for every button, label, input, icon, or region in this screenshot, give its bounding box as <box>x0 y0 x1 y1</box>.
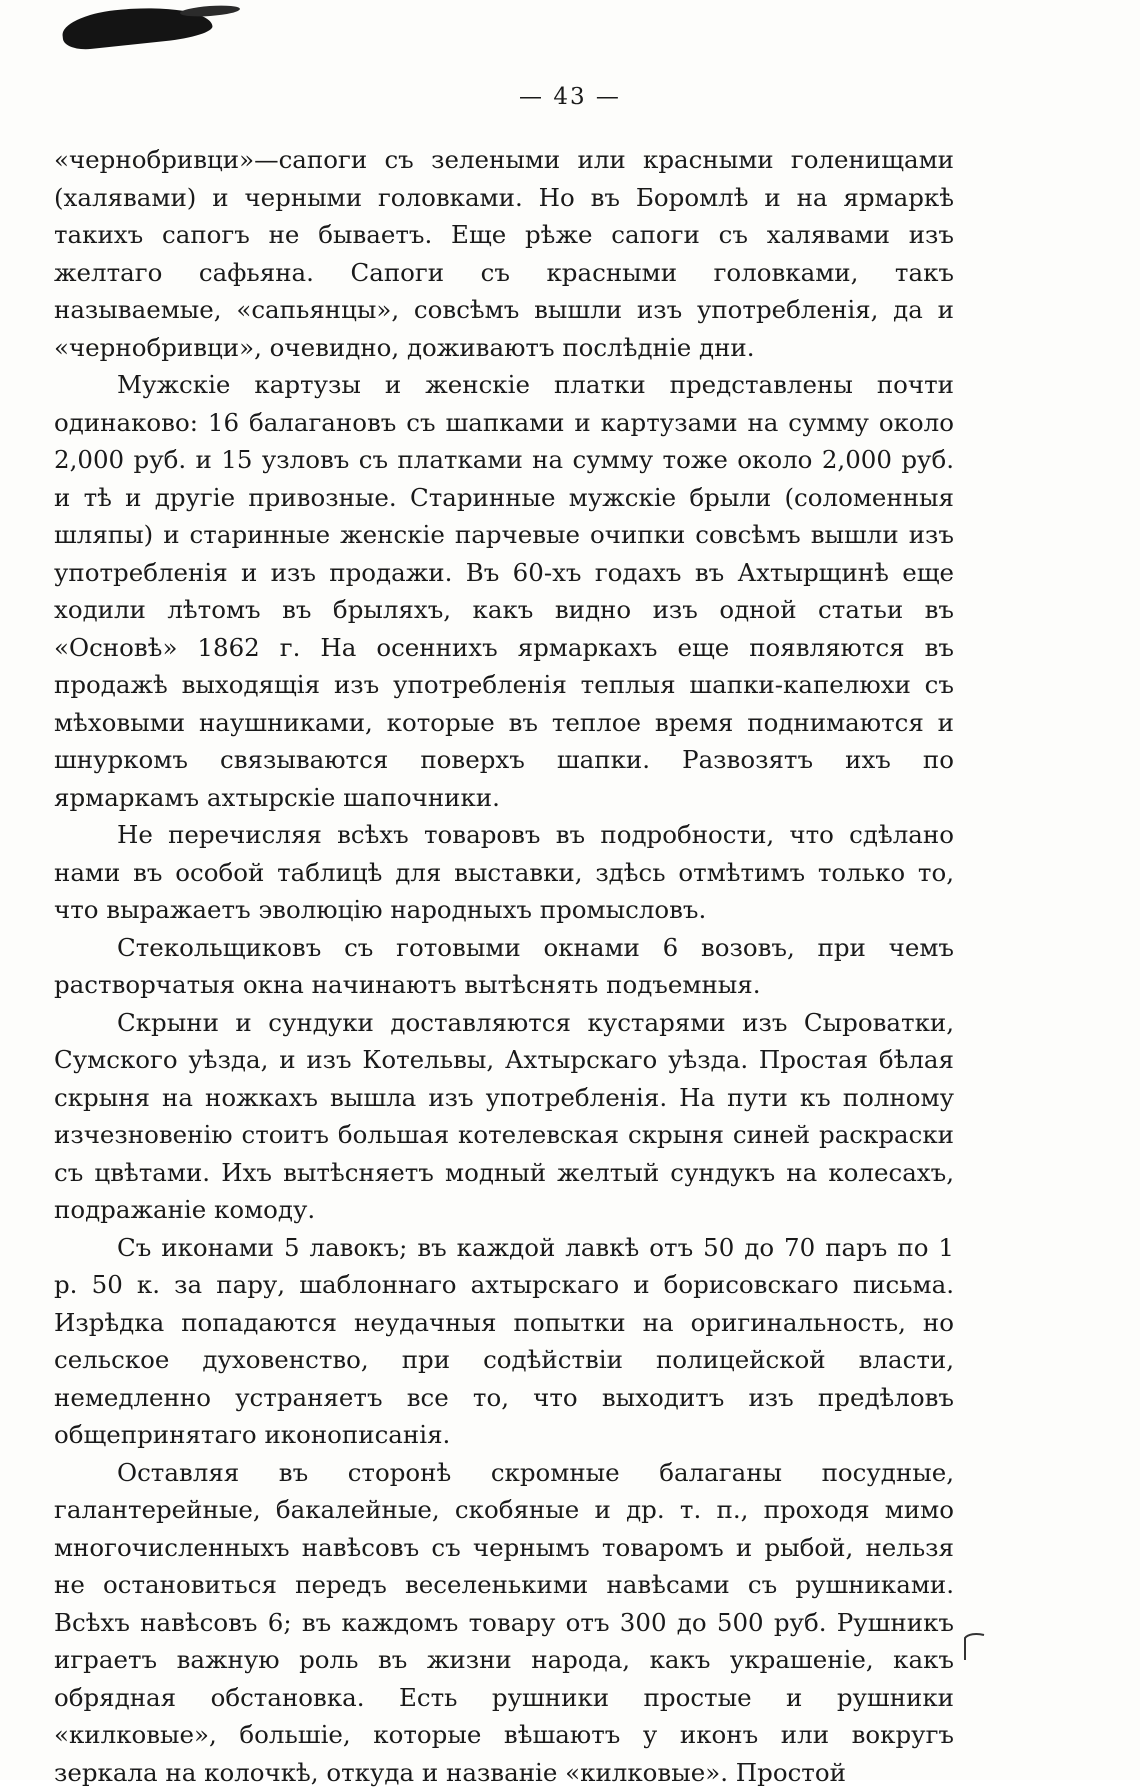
paragraph-glaziers: Стекольщиковъ съ готовыми окнами 6 возовъ, при чемъ растворчатыя окна начинаютъ вытѣснять подъемныя. <box>54 929 954 1004</box>
ink-smudge-small <box>180 4 241 18</box>
paragraph-hats-and-scarves: Мужскіе картузы и женскіе платки представлены почти одинаково: 16 балагановъ съ шапками и картузами на сумму около 2,000 руб. и 15 узловъ съ платками на сумму тоже около 2,000 руб. и тѣ и другіе привозные. Старинные мужскіе брыли (соломенныя шляпы) и старинные женскіе парчевые очипки совсѣмъ вышли изъ употребленія и изъ продажи. Въ 60-хъ годахъ въ Ахтырщинѣ еще ходили лѣтомъ въ брыляхъ, какъ видно изъ одной статьи въ «Основѣ» 1862 г. На осеннихъ ярмаркахъ еще появляются въ продажѣ выходящія изъ употребленія теплыя шапки-капелюхи съ мѣховыми наушниками, которые въ теплое время поднимаются и шнуркомъ связываются поверхъ шапки. Развозятъ ихъ по ярмаркамъ ахтырскіе шапочники. <box>54 366 954 816</box>
page-number: — 43 — <box>0 84 1140 110</box>
paragraph-goods-overview: Не перечисляя всѣхъ товаровъ въ подробности, что сдѣлано нами въ особой таблицѣ для выставки, здѣсь отмѣтимъ только то, что выражаетъ эволюцію народныхъ промысловъ. <box>54 816 954 929</box>
printer-mark-icon <box>962 1632 986 1662</box>
body-text <box>54 141 954 1791</box>
paragraph-towels: Оставляя въ сторонѣ скромные балаганы посудные, галантерейные, бакалейные, скобяные и др. т. п., проходя мимо многочисленныхъ навѣсовъ съ чернымъ товаромъ и рыбой, нельзя не остановиться передъ веселенькими навѣсами съ рушниками. Всѣхъ навѣсовъ 6; въ каждомъ товару отъ 300 до 500 руб. Рушникъ играетъ важную роль въ жизни народа, какъ украшеніе, какъ обрядная обстановка. Есть рушники простые и рушники «килковые», большіе, которые вѣшаютъ у иконъ или вокругъ зеркала на колочкѣ, откуда и названіе «килковые». Простой <box>54 1454 954 1791</box>
paragraph-icons: Съ иконами 5 лавокъ; въ каждой лавкѣ отъ 50 до 70 паръ по 1 р. 50 к. за пару, шаблоннаго ахтырскаго и борисовскаго письма. Изрѣдка попадаются неудачныя попытки на оригинальность, но сельское духовенство, при содѣйствіи полицейской власти, немедленно устраняетъ все то, что выходитъ изъ предѣловъ общепринятаго иконописанія. <box>54 1229 954 1454</box>
paragraph-chests: Скрыни и сундуки доставляются кустарями изъ Сыроватки, Сумского уѣзда, и изъ Котельвы, Ахтырскаго уѣзда. Простая бѣлая скрыня на ножкахъ вышла изъ употребленія. На пути къ полному изчезновенію стоитъ большая котелевская скрыня синей раскраски съ цвѣтами. Ихъ вытѣсняетъ модный желтый сундукъ на колесахъ, подражаніе комоду. <box>54 1004 954 1229</box>
paragraph-boots: «чернобривци»—сапоги съ зелеными или красными голенищами (халявами) и черными головками. Но въ Боромлѣ и на ярмаркѣ такихъ сапогъ не бываетъ. Еще рѣже сапоги съ халявами изъ желтаго сафьяна. Сапоги съ красными головками, такъ называемые, «сапьянцы», совсѣмъ вышли изъ употребленія, да и «чернобривци», очевидно, доживаютъ послѣдніе дни. <box>54 141 954 366</box>
